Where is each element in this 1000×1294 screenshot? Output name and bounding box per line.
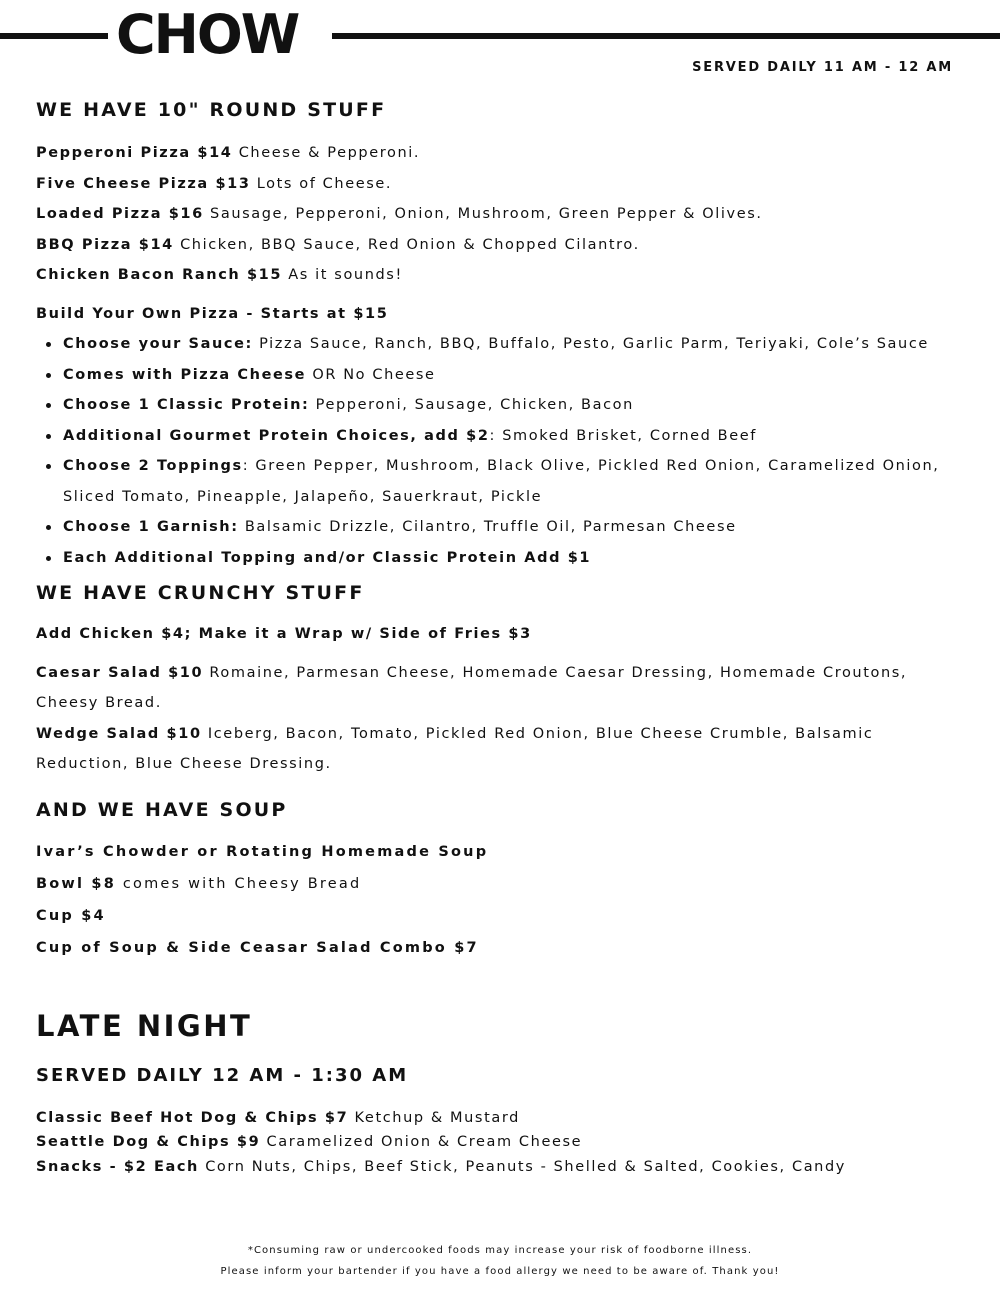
- byo-text: OR No Cheese: [306, 366, 436, 383]
- section-heading-round: WE HAVE 10" ROUND STUFF: [36, 99, 387, 121]
- menu-item: [36, 260, 956, 291]
- menu-item: [36, 230, 956, 261]
- item-desc: Caramelized Onion & Cream Cheese: [266, 1134, 583, 1150]
- menu-item: [36, 199, 956, 230]
- item-name: Bowl $8: [36, 875, 117, 892]
- byo-label: Additional Gourmet Protein Choices, add $2: [63, 427, 490, 444]
- item-desc: Romaine, Parmesan Cheese, Homemade Caesar Dressing, Homemade Croutons, Cheesy Bread.: [36, 664, 908, 711]
- soup-combo: Cup of Soup & Side Ceasar Salad Combo $7: [36, 939, 479, 956]
- list-item: [36, 543, 956, 574]
- item-name: Snacks - $2 Each: [36, 1158, 199, 1175]
- byo-list: [36, 329, 956, 573]
- item-desc: Cheese & Pepperoni.: [238, 145, 421, 161]
- item-name: Five Cheese Pizza $13: [36, 175, 251, 192]
- item-name: Chicken Bacon Ranch $15: [36, 267, 283, 283]
- item-name: Caesar Salad $10: [36, 664, 204, 681]
- item-desc: Iceberg, Bacon, Tomato, Pickled Red Onion, Blue Cheese Crumble, Balsamic Reduction, Blue Cheese Dressing.: [36, 725, 874, 772]
- byo-label: Each Additional Topping and/or Classic Protein Add $1: [63, 549, 592, 566]
- item-name: Pepperoni Pizza $14: [36, 145, 233, 161]
- byo-label: Comes with Pizza Cheese: [63, 366, 307, 383]
- menu-logo: CHOW: [116, 3, 299, 66]
- item-desc: Lots of Cheese.: [256, 175, 393, 192]
- byo-title: Build Your Own Pizza - Starts at $15: [36, 305, 389, 322]
- byo-text: Balsamic Drizzle, Cilantro, Truffle Oil, Parmesan Cheese: [238, 519, 737, 535]
- menu-item: [36, 719, 956, 780]
- menu-item: [36, 138, 956, 169]
- section-heading-crunchy: WE HAVE CRUNCHY STUFF: [36, 582, 365, 604]
- list-item: [36, 421, 956, 452]
- byo-label: Choose 2 Toppings: [63, 458, 243, 474]
- list-item: [36, 329, 956, 360]
- late-night-title: LATE NIGHT: [36, 1008, 253, 1043]
- list-item: [36, 390, 956, 421]
- item-desc: Corn Nuts, Chips, Beef Stick, Peanuts - Shelled & Salted, Cookies, Candy: [205, 1158, 846, 1175]
- allergy-line: Please inform your bartender if you have a food allergy we need to be aware of. Thank you!: [220, 1266, 780, 1277]
- list-item: [36, 360, 956, 391]
- item-desc: Chicken, BBQ Sauce, Red Onion & Chopped Cilantro.: [180, 236, 640, 253]
- byo-text: : Smoked Brisket, Corned Beef: [489, 427, 757, 444]
- item-desc: As it sounds!: [288, 267, 403, 283]
- item-desc: Sausage, Pepperoni, Onion, Mushroom, Green Pepper & Olives.: [210, 206, 763, 222]
- footer-disclaimer: [0, 1240, 1000, 1282]
- header-rule-right: [332, 33, 1000, 39]
- item-name: BBQ Pizza $14: [36, 236, 174, 253]
- menu-item: [36, 1155, 956, 1180]
- item-name: Wedge Salad $10: [36, 725, 202, 742]
- item-name: Classic Beef Hot Dog & Chips $7: [36, 1109, 349, 1126]
- served-hours: SERVED DAILY 11 AM - 12 AM: [692, 60, 953, 75]
- list-item: [36, 512, 956, 543]
- header-rule-left: [0, 33, 108, 39]
- soup-cup: Cup $4: [36, 907, 106, 924]
- menu-item: [36, 1130, 956, 1155]
- crunchy-addon: Add Chicken $4; Make it a Wrap w/ Side of Fries $3: [36, 626, 532, 642]
- item-name: Loaded Pizza $16: [36, 206, 204, 222]
- item-desc: comes with Cheesy Bread: [122, 875, 362, 892]
- byo-label: Choose your Sauce:: [63, 336, 253, 352]
- menu-item: [36, 658, 956, 719]
- item-desc: Ketchup & Mustard: [354, 1109, 520, 1126]
- byo-label: Choose 1 Garnish:: [63, 519, 239, 535]
- item-name: Seattle Dog & Chips $9: [36, 1134, 261, 1150]
- menu-item: [36, 169, 956, 200]
- disclaimer-line: *Consuming raw or undercooked foods may increase your risk of foodborne illness.: [247, 1245, 753, 1256]
- byo-label: Choose 1 Classic Protein:: [63, 397, 310, 413]
- list-item: [36, 451, 956, 512]
- byo-text: Pizza Sauce, Ranch, BBQ, Buffalo, Pesto, Garlic Parm, Teriyaki, Cole’s Sauce: [252, 336, 929, 352]
- byo-text: Pepperoni, Sausage, Chicken, Bacon: [309, 397, 634, 413]
- byo-text: : Green Pepper, Mushroom, Black Olive, Pickled Red Onion, Caramelized Onion, Sliced Tomato, Pineapple, Jalapeño, Sauerkraut, Pickle: [63, 458, 940, 505]
- menu-item: [36, 868, 956, 900]
- late-night-served: SERVED DAILY 12 AM - 1:30 AM: [36, 1064, 409, 1086]
- menu-item: [36, 1106, 956, 1131]
- soup-title: Ivar’s Chowder or Rotating Homemade Soup: [36, 843, 489, 860]
- section-heading-soup: AND WE HAVE SOUP: [36, 798, 288, 821]
- menu-content: [36, 96, 956, 1179]
